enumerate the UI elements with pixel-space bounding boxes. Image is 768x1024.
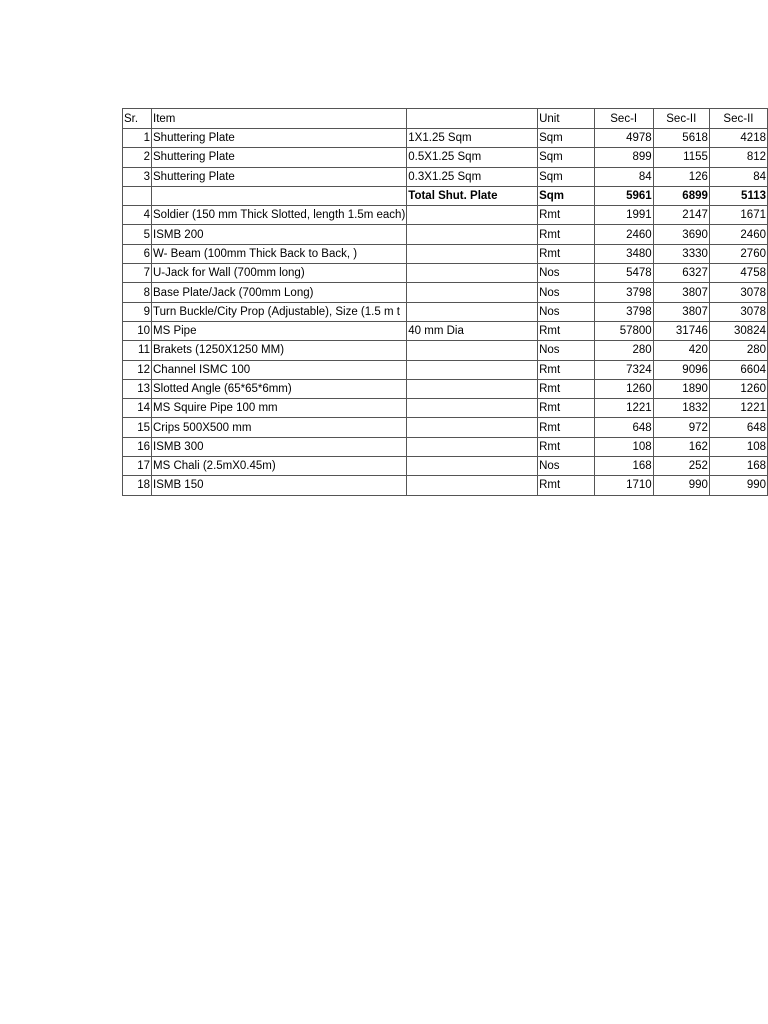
header-sec-1: Sec-I xyxy=(594,109,653,129)
cell-sec-3: 648 xyxy=(709,418,767,437)
cell-item xyxy=(152,437,407,456)
cell-unit: Sqm xyxy=(538,186,595,205)
item-text: MS Squire Pipe 100 mm xyxy=(153,402,278,415)
item-text: MS Pipe xyxy=(153,325,197,338)
item-text: ISMB 200 xyxy=(153,228,204,241)
cell-sec-3: 4218 xyxy=(709,129,767,148)
cell-item xyxy=(152,476,407,495)
table-row xyxy=(123,379,768,398)
cell-sec-2: 420 xyxy=(653,341,709,360)
cell-item xyxy=(152,283,407,302)
cell-sr: 18 xyxy=(123,476,152,495)
cell-unit: Rmt xyxy=(538,225,595,244)
cell-sr: 16 xyxy=(123,437,152,456)
cell-sec-3: 4758 xyxy=(709,264,767,283)
cell-sec-2: 972 xyxy=(653,418,709,437)
cell-sec-1: 1991 xyxy=(594,206,653,225)
cell-spec xyxy=(407,302,538,321)
cell-item xyxy=(152,167,407,186)
table-row xyxy=(123,244,768,263)
table-row xyxy=(123,206,768,225)
cell-sr: 12 xyxy=(123,360,152,379)
cell-sec-1: 84 xyxy=(594,167,653,186)
table-row xyxy=(123,341,768,360)
table-row xyxy=(123,225,768,244)
cell-sec-2: 3807 xyxy=(653,283,709,302)
cell-spec: 1X1.25 Sqm xyxy=(407,129,538,148)
cell-sr: 9 xyxy=(123,302,152,321)
cell-item xyxy=(152,129,407,148)
item-text: Slotted Angle (65*65*6mm) xyxy=(153,383,292,395)
table-row xyxy=(123,167,768,186)
cell-sec-1: 108 xyxy=(594,437,653,456)
cell-sr: 7 xyxy=(123,264,152,283)
cell-unit: Rmt xyxy=(538,244,595,263)
cell-spec xyxy=(407,399,538,418)
item-text: U-Jack for Wall (700mm long) xyxy=(153,267,305,280)
table-row xyxy=(123,457,768,476)
cell-spec: Total Shut. Plate xyxy=(407,186,538,205)
cell-sec-1: 1221 xyxy=(594,399,653,418)
cell-sr: 8 xyxy=(123,283,152,302)
cell-sec-2: 252 xyxy=(653,457,709,476)
cell-sr: 14 xyxy=(123,399,152,418)
cell-sr: 11 xyxy=(123,341,152,360)
cell-sec-3: 1221 xyxy=(709,399,767,418)
cell-sec-1: 3480 xyxy=(594,244,653,263)
cell-sec-3: 1260 xyxy=(709,379,767,398)
cell-sec-2: 3330 xyxy=(653,244,709,263)
cell-item xyxy=(152,206,407,225)
cell-item xyxy=(152,186,407,205)
cell-sr: 10 xyxy=(123,321,152,340)
item-text: Shuttering Plate xyxy=(153,170,235,183)
cell-item xyxy=(152,341,407,360)
cell-unit: Nos xyxy=(538,341,595,360)
table-row xyxy=(123,360,768,379)
cell-unit: Nos xyxy=(538,264,595,283)
cell-sec-1: 3798 xyxy=(594,283,653,302)
item-text: Base Plate/Jack (700mm Long) xyxy=(153,286,314,299)
cell-sec-2: 1832 xyxy=(653,399,709,418)
table-row xyxy=(123,476,768,495)
item-text: Brakets (1250X1250 MM) xyxy=(153,344,285,357)
cell-sr xyxy=(123,186,152,205)
item-text: W- Beam (100mm Thick Back to Back, ) xyxy=(153,247,358,260)
cell-sec-3: 812 xyxy=(709,148,767,167)
cell-sec-3: 168 xyxy=(709,457,767,476)
cell-sr: 5 xyxy=(123,225,152,244)
item-text: Shuttering Plate xyxy=(153,151,235,164)
cell-sec-3: 5113 xyxy=(709,186,767,205)
table-row xyxy=(123,321,768,340)
cell-sec-1: 57800 xyxy=(594,321,653,340)
cell-spec xyxy=(407,341,538,360)
header-sr: Sr. xyxy=(123,109,152,129)
header-sec-2: Sec-II xyxy=(653,109,709,129)
cell-unit: Rmt xyxy=(538,321,595,340)
cell-sec-2: 162 xyxy=(653,437,709,456)
cell-item xyxy=(152,302,407,321)
cell-sr: 2 xyxy=(123,148,152,167)
cell-unit: Nos xyxy=(538,302,595,321)
cell-unit: Rmt xyxy=(538,437,595,456)
cell-sec-3: 1671 xyxy=(709,206,767,225)
cell-unit: Rmt xyxy=(538,206,595,225)
item-text: MS Chali (2.5mX0.45m) xyxy=(153,460,276,473)
cell-unit: Nos xyxy=(538,283,595,302)
cell-sec-3: 3078 xyxy=(709,302,767,321)
cell-sec-3: 2460 xyxy=(709,225,767,244)
cell-sec-3: 2760 xyxy=(709,244,767,263)
cell-sec-1: 1710 xyxy=(594,476,653,495)
table-row xyxy=(123,418,768,437)
cell-sec-2: 6899 xyxy=(653,186,709,205)
cell-item xyxy=(152,148,407,167)
cell-spec xyxy=(407,476,538,495)
cell-sec-2: 9096 xyxy=(653,360,709,379)
cell-sec-1: 1260 xyxy=(594,379,653,398)
cell-item xyxy=(152,457,407,476)
cell-sr: 17 xyxy=(123,457,152,476)
cell-sr: 1 xyxy=(123,129,152,148)
cell-sec-2: 1890 xyxy=(653,379,709,398)
cell-sec-1: 5478 xyxy=(594,264,653,283)
cell-unit: Rmt xyxy=(538,379,595,398)
cell-sec-2: 126 xyxy=(653,167,709,186)
cell-unit: Rmt xyxy=(538,418,595,437)
item-text: Soldier (150 mm Thick Slotted, length 1.5m each) xyxy=(153,209,406,222)
cell-item xyxy=(152,244,407,263)
cell-spec xyxy=(407,418,538,437)
cell-item xyxy=(152,225,407,244)
cell-sec-3: 990 xyxy=(709,476,767,495)
item-text: Turn Buckle/City Prop (Adjustable), Size (1.5 m t xyxy=(153,305,400,318)
item-text: Channel ISMC 100 xyxy=(153,363,251,376)
cell-sr: 15 xyxy=(123,418,152,437)
cell-spec xyxy=(407,264,538,283)
cell-spec xyxy=(407,437,538,456)
cell-sec-1: 5961 xyxy=(594,186,653,205)
item-text: Crips 500X500 mm xyxy=(153,421,252,434)
cell-sec-1: 3798 xyxy=(594,302,653,321)
table-row xyxy=(123,148,768,167)
cell-spec: 40 mm Dia xyxy=(407,321,538,340)
item-text: ISMB 150 xyxy=(153,479,204,492)
cell-spec xyxy=(407,457,538,476)
cell-sec-3: 6604 xyxy=(709,360,767,379)
cell-sec-3: 108 xyxy=(709,437,767,456)
cell-item xyxy=(152,321,407,340)
table-row xyxy=(123,283,768,302)
cell-sec-3: 280 xyxy=(709,341,767,360)
cell-sec-1: 168 xyxy=(594,457,653,476)
cell-sec-3: 84 xyxy=(709,167,767,186)
cell-unit: Rmt xyxy=(538,360,595,379)
header-sec-3: Sec-II xyxy=(709,109,767,129)
table-row xyxy=(123,129,768,148)
cell-sec-3: 30824 xyxy=(709,321,767,340)
header-unit: Unit xyxy=(538,109,595,129)
cell-item xyxy=(152,379,407,398)
cell-item xyxy=(152,360,407,379)
cell-sec-2: 2147 xyxy=(653,206,709,225)
table-row xyxy=(123,437,768,456)
item-text: ISMB 300 xyxy=(153,440,204,453)
cell-spec xyxy=(407,244,538,263)
cell-item xyxy=(152,418,407,437)
cell-spec: 0.5X1.25 Sqm xyxy=(407,148,538,167)
table-header-row xyxy=(123,109,768,129)
header-item: Item xyxy=(152,109,407,129)
cell-sec-2: 3690 xyxy=(653,225,709,244)
cell-spec xyxy=(407,360,538,379)
cell-sec-2: 990 xyxy=(653,476,709,495)
cell-sec-2: 5618 xyxy=(653,129,709,148)
cell-unit: Sqm xyxy=(538,148,595,167)
cell-sec-1: 280 xyxy=(594,341,653,360)
cell-spec: 0.3X1.25 Sqm xyxy=(407,167,538,186)
cell-sec-1: 648 xyxy=(594,418,653,437)
cell-sec-1: 899 xyxy=(594,148,653,167)
cell-sec-2: 3807 xyxy=(653,302,709,321)
cell-unit: Sqm xyxy=(538,129,595,148)
cell-sr: 6 xyxy=(123,244,152,263)
cell-item xyxy=(152,264,407,283)
material-quantity-table xyxy=(122,108,768,496)
cell-spec xyxy=(407,225,538,244)
cell-spec xyxy=(407,283,538,302)
cell-spec xyxy=(407,379,538,398)
item-text: Shuttering Plate xyxy=(153,132,235,145)
cell-spec xyxy=(407,206,538,225)
cell-sr: 3 xyxy=(123,167,152,186)
table-row xyxy=(123,399,768,418)
header-spec xyxy=(407,109,538,129)
cell-sec-1: 4978 xyxy=(594,129,653,148)
cell-sec-2: 6327 xyxy=(653,264,709,283)
table-row xyxy=(123,264,768,283)
table-row xyxy=(123,302,768,321)
cell-sr: 13 xyxy=(123,379,152,398)
cell-sec-3: 3078 xyxy=(709,283,767,302)
cell-unit: Nos xyxy=(538,457,595,476)
cell-unit: Rmt xyxy=(538,476,595,495)
cell-sec-2: 31746 xyxy=(653,321,709,340)
cell-unit: Rmt xyxy=(538,399,595,418)
cell-sec-2: 1155 xyxy=(653,148,709,167)
cell-sr: 4 xyxy=(123,206,152,225)
cell-sec-1: 2460 xyxy=(594,225,653,244)
cell-unit: Sqm xyxy=(538,167,595,186)
total-row xyxy=(123,186,768,205)
cell-sec-1: 7324 xyxy=(594,360,653,379)
cell-item xyxy=(152,399,407,418)
